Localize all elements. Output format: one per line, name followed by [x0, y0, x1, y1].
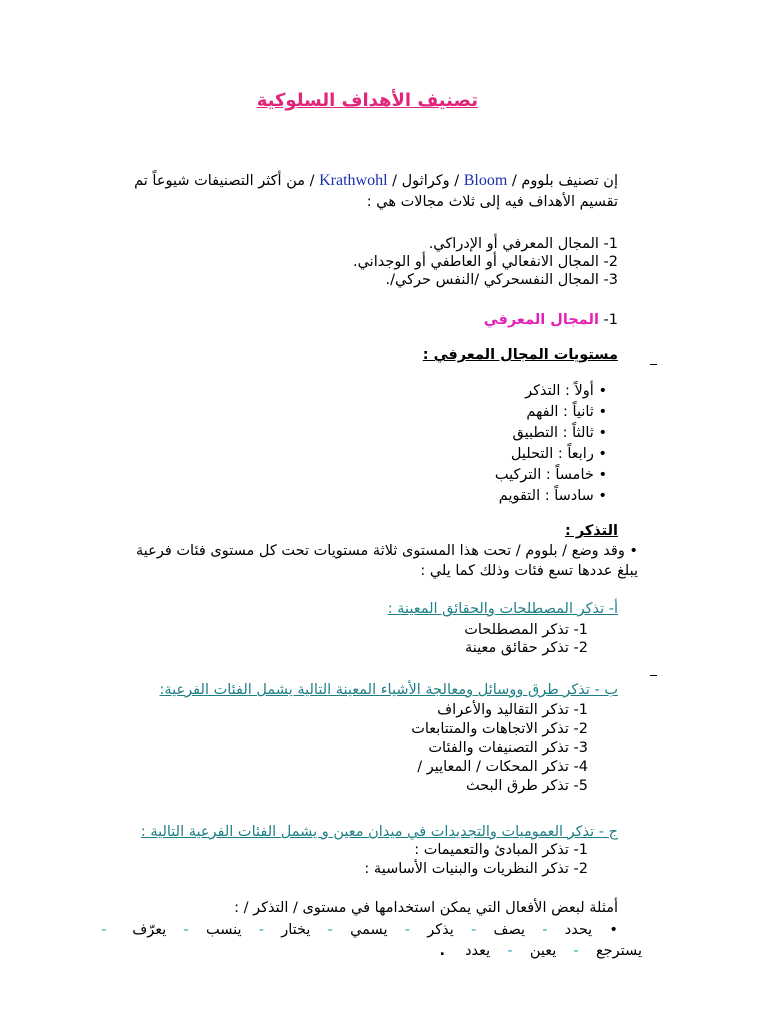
verb-item: ينسب [205, 922, 242, 938]
cognitive-heading [484, 310, 618, 330]
level-item: • رابعاً : التحليل [510, 446, 607, 462]
verbs-row-2 [440, 941, 642, 961]
stray-dash [650, 364, 657, 365]
section-c-item: 2- تذكر النظريات والبنيات الأساسية : [364, 861, 588, 877]
verb-item: يختار [281, 922, 311, 938]
level-item: • خامساً : التركيب [494, 467, 607, 483]
section-a-item: 1- تذكر المصطلحات [464, 622, 588, 638]
verbs-row-1 [101, 920, 618, 940]
verbs-heading: أمثلة لبعض الأفعال التي يمكن استخدامها في مستوى / التذكر / : [234, 900, 618, 916]
verb-separator: - [453, 922, 494, 938]
verb-separator: - [387, 922, 428, 938]
level-item: • أولاً : التذكر [525, 383, 607, 399]
verb-separator: - [310, 922, 351, 938]
intro-text-end: / من أكثر التصنيفات شيوعاً تم [134, 173, 320, 189]
intro-text-start: إن تصنيف بلووم / [507, 173, 618, 189]
verb-separator: - [490, 943, 530, 959]
krathwohl-term: Krathwohl [319, 172, 388, 189]
domain-item: 1- المجال المعرفي أو الإدراكي. [428, 236, 618, 252]
verb-separator: - [241, 922, 282, 938]
bullet: • [592, 922, 618, 938]
remember-line-2: يبلغ عددها تسع فئات وذلك كما يلي : [420, 563, 638, 579]
section-b-item: 3- تذكر التصنيفات والفئات [428, 740, 588, 756]
intro-line-2: تقسيم الأهداف فيه إلى ثلاث مجالات هي : [366, 194, 618, 210]
section-c-heading: ج - تذكر العموميات والتجديدات في ميدان معين و يشمل الفئات الفرعية التالية : [140, 824, 618, 840]
verb-separator: - [101, 922, 133, 938]
verb-separator: - [525, 922, 565, 938]
section-a-item: 2- تذكر حقائق معينة [465, 640, 588, 656]
section-a-heading: أ- تذكر المصطلحات والحقائق المعينة : [387, 601, 618, 617]
verb-item: يعرّف [132, 922, 167, 938]
section-b-item: 2- تذكر الاتجاهات والمتتابعات [411, 721, 588, 737]
section-b-item: 1- تذكر التقاليد والأعراف [437, 702, 588, 718]
remember-line-1: • وقد وضع / بلووم / تحت هذا المستوى ثلاثة مستويات تحت كل مستوى فئات فرعية [136, 543, 638, 559]
section-b-item: 4- تذكر المحكات / المعايير / [417, 759, 588, 775]
intro-text-mid: / وكراثول / [387, 173, 464, 189]
domain-item: 2- المجال الانفعالي أو العاطفي أو الوجداني. [352, 254, 618, 270]
domain-item: 3- المجال النفسحركي /النفس حركي/. [385, 272, 618, 288]
verb-item: يذكر [427, 922, 454, 938]
verb-item: يصف [493, 922, 526, 938]
verb-item: يعدد [465, 943, 491, 959]
section-b-heading: ب - تذكر طرق ووسائل ومعالجة الأشياء المعينة التالية يشمل الفئات الفرعية: [159, 682, 618, 698]
verb-item: يحدد [564, 922, 593, 938]
verb-end: . [439, 943, 446, 959]
level-item: • ثالثاً : التطبيق [512, 425, 607, 441]
cognitive-label: المجال المعرفي [483, 312, 599, 328]
remember-heading: التذكر : [564, 523, 618, 539]
verb-separator: - [166, 922, 206, 938]
verb-separator: - [556, 943, 596, 959]
level-item: • سادساً : التقويم [498, 488, 607, 504]
verb-item: يسترجع [595, 943, 642, 959]
cognitive-number: 1- [598, 312, 618, 328]
level-item: • ثانياً : الفهم [526, 404, 607, 420]
levels-heading: مستويات المجال المعرفي : [422, 347, 618, 363]
bloom-term: Bloom [463, 172, 508, 189]
page-title: تصنيف الأهداف السلوكية [256, 90, 478, 111]
section-c-item: 1- تذكر المبادئ والتعميمات : [414, 842, 588, 858]
intro-line-1 [134, 171, 618, 191]
verb-item: يعين [529, 943, 557, 959]
stray-dash [650, 675, 657, 676]
section-b-item: 5- تذكر طرق البحث [465, 778, 588, 794]
verb-item: يسمي [350, 922, 388, 938]
